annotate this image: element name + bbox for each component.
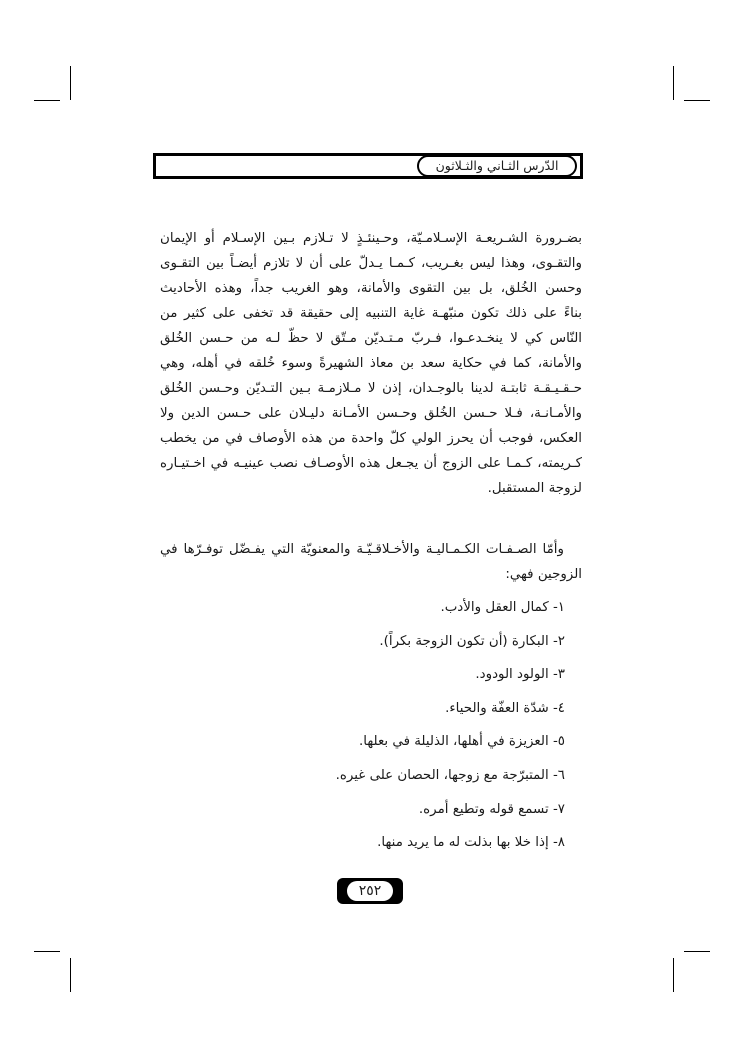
crop-mark-top-right-horizontal (684, 100, 710, 101)
body-line: وحسن الخُلق، بل بين التقوى والأمانة، وهو الغريب جداً، وهذه الأحاديث (160, 281, 582, 296)
list-item: ١- كمال العقل والأدب. (440, 600, 565, 615)
qualities-list (160, 596, 565, 865)
lesson-title: الدّرس الثـاني والثـلاثون (417, 155, 577, 177)
body-line: بناءً على ذلك تكون منبّهـة غاية التنبيه إلى حقيقة قد تخفى على كثير من (160, 306, 582, 321)
body-line: النّاس كي لا ينخـدعـوا، فـربّ مـتـديّن مـتّق لا حظّ لـه من حـسن الخُلق (160, 331, 582, 346)
list-item: ٧- تسمع قوله وتطيع أمره. (418, 801, 565, 817)
list-item: ٣- الولود الودود. (475, 667, 565, 683)
intro-paragraph (160, 537, 582, 587)
body-line: والأمـانـة، فـلا حـسن الخُلق وحـسن الأمـانة دليـلان على حـسن الدين ولا (160, 406, 582, 421)
body-paragraph (160, 226, 582, 501)
list-item: ٦- المتبرّجة مع زوجها، الحصان على غيره. (335, 767, 565, 783)
list-item: ٢- البكارة (أن تكون الزوجة بكراً). (379, 633, 565, 649)
crop-mark-top-left-horizontal (34, 100, 60, 101)
intro-line: الزوجين فهي: (505, 567, 582, 582)
page-number-frame (337, 878, 403, 904)
body-line: حـقـيـقـة ثابتـة لدينا بالوجـدان، إذن لا مـلازمـة بـين التـديّن وحـسن الخُلق (160, 381, 582, 396)
body-line: والتقـوى، وهذا ليس بغـريب، كـمـا يـدلّ على أن لا تلازم أيضـاً بين التقـوى (160, 256, 582, 271)
list-item: ٨- إذا خلا بها بذلت له ما يريد منها. (377, 835, 565, 851)
body-line: العكس، فوجب أن يحرز الولي كلّ واحدة من هذه الأوصاف في من يخطب (160, 431, 582, 446)
crop-mark-bottom-left-horizontal (34, 951, 60, 952)
crop-mark-top-right-vertical (673, 66, 674, 100)
list-item: ٤- شدّة العفّة والحياء. (445, 700, 565, 716)
crop-mark-bottom-left-vertical (70, 958, 71, 992)
list-item: ٥- العزيزة في أهلها، الذليلة في بعلها. (359, 734, 565, 750)
body-line: لزوجة المستقبل. (487, 481, 582, 496)
body-line: والأمانة، كما في حكاية سعد بن معاذ الشهيرةً وسوء خُلقه في أهله، وهي (160, 356, 582, 371)
body-line: بضـرورة الشـريعـة الإسـلامـيّة، وحـينئـذٍ لا تـلازم بـين الإسـلام أو الإيمان (160, 231, 582, 246)
body-line: كـريمته، كـمـا على الزوج أن يجـعل هذه الأوصـاف نصب عينيـه في اخـتيـاره (160, 456, 582, 471)
page-number: ٢٥٢ (347, 881, 393, 901)
intro-line: وأمّا الصـفـات الكـمـاليـة والأخـلاقـيّـة والمعنويّة التي يفـضّل توفـرّها في (160, 542, 564, 557)
crop-mark-bottom-right-vertical (673, 958, 674, 992)
crop-mark-bottom-right-horizontal (684, 951, 710, 952)
crop-mark-top-left-vertical (70, 66, 71, 100)
